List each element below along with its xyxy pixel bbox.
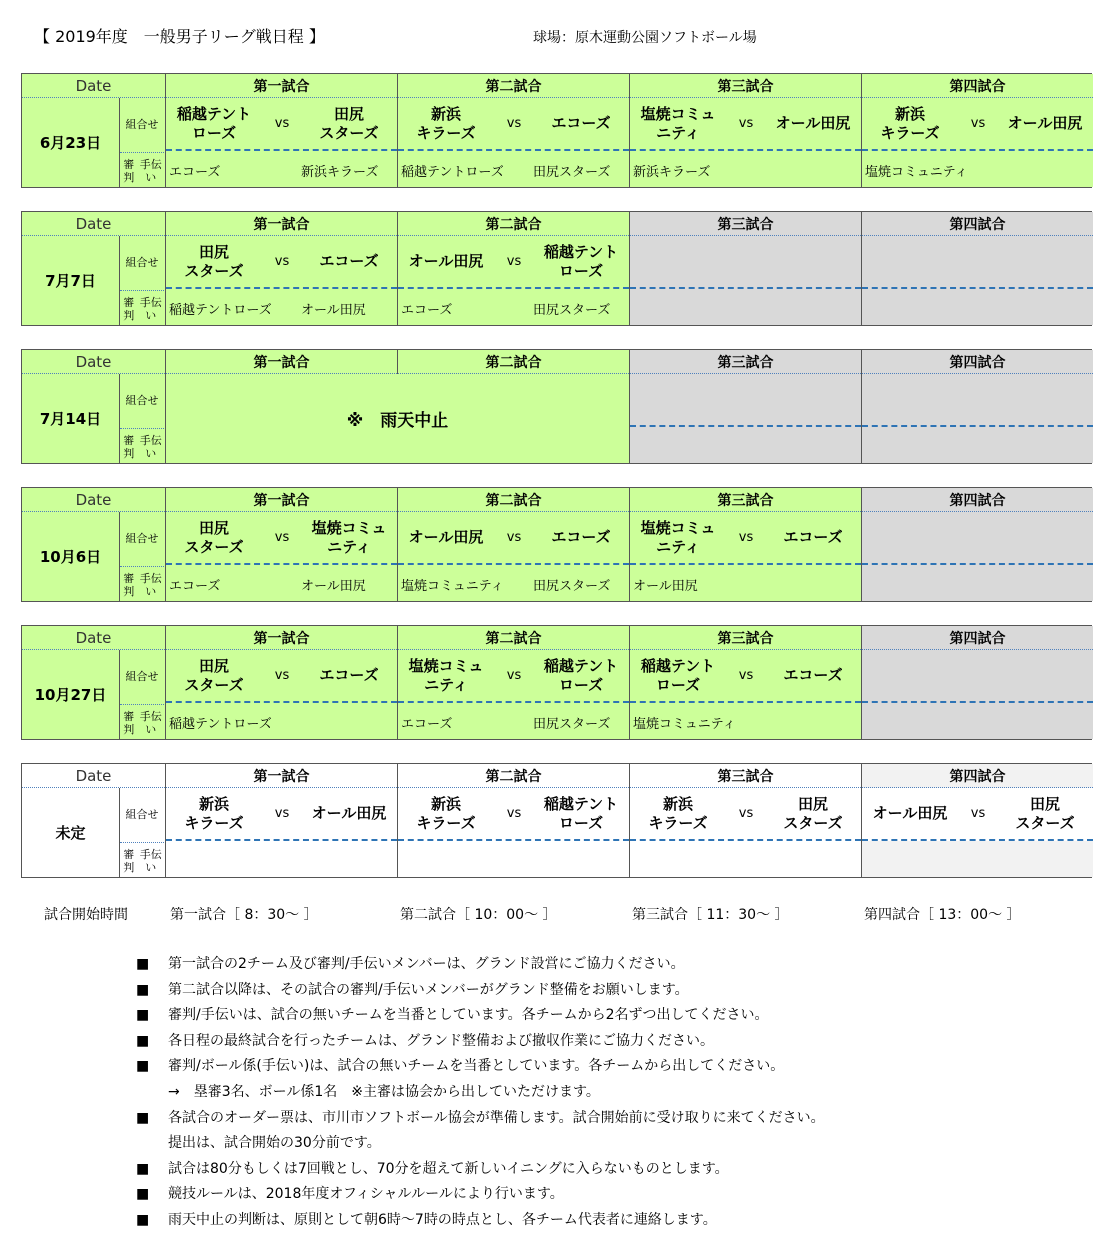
pairing-label: 組合せ — [125, 256, 159, 269]
home-team: オール田尻 — [408, 252, 484, 270]
home-team: 田尻 スターズ — [184, 518, 244, 556]
home-team: 塩焼コミュ ニティ — [640, 104, 716, 142]
note-text: 審判/ボール係(手伝い)は、試合の無いチームを当番としています。各チームから出してください。 — [168, 1058, 785, 1075]
game-cell — [398, 98, 629, 187]
away-team: エコーズ — [319, 666, 379, 684]
away-team: エコーズ — [783, 666, 843, 684]
rain-cancel-notice: ※ 雨天中止 — [346, 411, 449, 431]
game-header-4: 第四試合 — [862, 212, 1093, 236]
referee-team-1: 塩焼コミュニティ — [401, 578, 504, 594]
referee-team-2: 田尻スターズ — [533, 164, 611, 180]
match-pairing — [862, 374, 1093, 427]
vs-label: vs — [274, 530, 290, 545]
home-team: 塩焼コミュ ニティ — [640, 518, 716, 556]
game-cell — [398, 512, 629, 601]
game-cell — [862, 98, 1093, 187]
game-header-2: 第二試合 — [398, 212, 629, 236]
match-pairing — [630, 788, 861, 841]
match-pairing — [862, 788, 1093, 841]
referee-label — [120, 704, 164, 740]
note-bullet: ■ — [136, 1186, 150, 1203]
game-header-3: 第三試合 — [630, 350, 861, 374]
game-cell — [166, 650, 397, 739]
match-pairing — [630, 236, 861, 289]
game-header-3: 第三試合 — [630, 764, 861, 788]
home-team: オール田尻 — [872, 804, 948, 822]
column-divider — [165, 488, 166, 601]
column-divider — [629, 764, 630, 877]
note-text: 審判/手伝いは、試合の無いチームを当番としています。各チームから2名ずつ出してください。 — [168, 1007, 769, 1024]
note-bullet: ■ — [136, 1007, 150, 1024]
vs-label: vs — [506, 530, 522, 545]
note-item — [136, 1029, 825, 1055]
referee-team-1: 新浜キラーズ — [633, 164, 711, 180]
vs-label: vs — [274, 806, 290, 821]
home-team: 新浜 キラーズ — [648, 794, 708, 832]
note-bullet: ■ — [136, 1109, 150, 1126]
referee-label-line1: 審判 — [123, 157, 135, 184]
match-pairing — [166, 236, 397, 289]
game-header-4: 第四試合 — [862, 350, 1093, 374]
game-header-1: 第一試合 — [166, 74, 397, 98]
note-text: 競技ルールは、2018年度オフィシャルルールにより行います。 — [168, 1186, 564, 1203]
pairing-label: 組合せ — [125, 670, 159, 683]
match-pairing — [862, 236, 1093, 289]
referee-label-line1: 審判 — [123, 295, 135, 322]
column-divider — [165, 212, 166, 325]
vs-label: vs — [738, 806, 754, 821]
referee-team-2: オール田尻 — [301, 578, 366, 594]
vs-label: vs — [274, 254, 290, 269]
column-divider — [119, 98, 120, 187]
vs-label: vs — [738, 530, 754, 545]
note-item — [136, 1080, 825, 1106]
game-header-1: 第一試合 — [166, 764, 397, 788]
away-team: 田尻 スターズ — [1015, 794, 1075, 832]
home-team: 新浜 キラーズ — [416, 794, 476, 832]
note-text: 雨天中止の判断は、原則として朝6時～7時の時点とし、各チーム代表者に連絡します。 — [168, 1211, 717, 1228]
column-divider — [861, 212, 862, 325]
game-header-3: 第三試合 — [630, 212, 861, 236]
note-item — [136, 1131, 825, 1157]
match-date: 10月6日 — [39, 548, 102, 566]
game-header-4: 第四試合 — [862, 488, 1093, 512]
pairing-label: 組合せ — [125, 118, 159, 131]
game-header-4: 第四試合 — [862, 764, 1093, 788]
game-cell — [398, 788, 629, 877]
column-divider — [629, 74, 630, 187]
vs-label: vs — [970, 806, 986, 821]
column-divider — [165, 74, 166, 187]
referee-label — [120, 152, 164, 188]
away-team: オール田尻 — [1007, 114, 1083, 132]
note-text: 提出は、試合開始の30分前です。 — [168, 1135, 381, 1152]
column-divider — [861, 74, 862, 187]
game-header-4: 第四試合 — [862, 74, 1093, 98]
referee-team-1: 稲越テントローズ — [169, 302, 272, 318]
away-team: オール田尻 — [775, 114, 851, 132]
note-item — [136, 1106, 825, 1132]
vs-label: vs — [506, 668, 522, 683]
note-text: 第一試合の2チーム及び審判/手伝いメンバーは、グランド設営にご協力ください。 — [168, 956, 685, 972]
note-bullet: ■ — [136, 1058, 150, 1075]
start-times-label: 試合開始時間 — [44, 907, 128, 923]
game-header-3: 第三試合 — [630, 74, 861, 98]
column-divider — [629, 212, 630, 325]
note-bullet: ■ — [136, 1160, 150, 1177]
column-divider — [119, 512, 120, 601]
referee-label — [120, 290, 164, 326]
note-bullet: ■ — [136, 1211, 150, 1228]
home-team: 新浜 キラーズ — [880, 104, 940, 142]
match-pairing — [630, 650, 861, 703]
match-pairing — [166, 98, 397, 151]
away-team: 稲越テント ローズ — [543, 656, 619, 694]
match-pairing — [862, 512, 1093, 565]
match-pairing — [398, 650, 629, 703]
home-team: 田尻 スターズ — [184, 242, 244, 280]
referee-label-line2: 手伝い — [139, 157, 162, 184]
match-date: 7月7日 — [45, 272, 96, 290]
home-team: 塩焼コミュ ニティ — [408, 656, 484, 694]
venue-label: 球場：原木運動公園ソフトボール場 — [533, 30, 757, 46]
game-cell — [630, 650, 861, 739]
game-header-1: 第一試合 — [166, 488, 397, 512]
referee-label-line2: 手伝い — [139, 847, 162, 874]
match-pairing — [166, 650, 397, 703]
away-team: エコーズ — [551, 114, 611, 132]
away-team: 稲越テント ローズ — [543, 794, 619, 832]
notes-list — [136, 952, 825, 1234]
away-team: エコーズ — [783, 528, 843, 546]
away-team: オール田尻 — [311, 804, 387, 822]
column-divider — [397, 212, 398, 325]
column-divider — [629, 350, 630, 463]
referee-team-1: エコーズ — [401, 716, 453, 732]
referee-label-line1: 審判 — [123, 571, 135, 598]
referee-team-1: エコーズ — [169, 164, 221, 180]
referee-team-1: オール田尻 — [633, 578, 698, 594]
vs-label: vs — [970, 116, 986, 131]
match-pairing — [398, 788, 629, 841]
note-text: 各試合のオーダー票は、市川市ソフトボール協会が準備します。試合開始前に受け取りに来てください。 — [168, 1109, 825, 1126]
schedule-block — [21, 625, 1092, 740]
game-cell — [862, 512, 1093, 601]
vs-label: vs — [274, 116, 290, 131]
note-text: 試合は80分もしくは7回戦とし、70分を超えて新しいイニングに入らないものとします。 — [168, 1160, 729, 1177]
match-date: 10月27日 — [34, 686, 107, 704]
column-divider — [397, 350, 398, 374]
away-team: 田尻 スターズ — [319, 104, 379, 142]
pairing-label: 組合せ — [125, 532, 159, 545]
note-text: → 塁審3名、ボール係1名 ※主審は協会から出していただけます。 — [168, 1083, 600, 1100]
match-pairing — [398, 98, 629, 151]
game-header-2: 第二試合 — [398, 74, 629, 98]
referee-team-1: 稲越テントローズ — [401, 164, 504, 180]
start-time-game-1: 第一試合［ 8：30～ ］ — [170, 907, 318, 923]
column-divider — [119, 650, 120, 739]
schedule-block — [21, 211, 1092, 326]
referee-label-line2: 手伝い — [139, 295, 162, 322]
referee-team-2: 田尻スターズ — [533, 578, 611, 594]
referee-label — [120, 566, 164, 602]
column-divider — [861, 764, 862, 877]
referee-team-1: 塩焼コミュニティ — [865, 164, 968, 180]
game-cell — [630, 236, 861, 325]
referee-team-1: エコーズ — [169, 578, 221, 594]
note-item — [136, 1054, 825, 1080]
note-item — [136, 1003, 825, 1029]
game-header-1: 第一試合 — [166, 350, 397, 374]
home-team: 新浜 キラーズ — [184, 794, 244, 832]
game-cell — [630, 788, 861, 877]
game-header-2: 第二試合 — [398, 488, 629, 512]
column-divider — [119, 374, 120, 463]
date-header: Date — [22, 212, 165, 236]
schedule-block — [21, 763, 1092, 878]
referee-label-line1: 審判 — [123, 847, 135, 874]
game-cell — [862, 650, 1093, 739]
start-time-game-2: 第二試合［ 10：00～ ］ — [400, 907, 557, 923]
column-divider — [119, 236, 120, 325]
home-team: 新浜 キラーズ — [416, 104, 476, 142]
game-cell — [398, 650, 629, 739]
referee-label-line2: 手伝い — [139, 709, 162, 736]
away-team: 塩焼コミュ ニティ — [311, 518, 387, 556]
note-text: 各日程の最終試合を行ったチームは、グランド整備および撤収作業にご協力ください。 — [168, 1032, 714, 1049]
match-pairing — [166, 788, 397, 841]
column-divider — [397, 626, 398, 739]
game-header-2: 第二試合 — [398, 626, 629, 650]
note-item — [136, 952, 825, 978]
match-pairing — [862, 650, 1093, 703]
referee-team-2: 田尻スターズ — [533, 716, 611, 732]
referee-team-2: 新浜キラーズ — [301, 164, 379, 180]
game-header-4: 第四試合 — [862, 626, 1093, 650]
schedule-block — [21, 487, 1092, 602]
referee-team-1: エコーズ — [401, 302, 453, 318]
vs-label: vs — [506, 806, 522, 821]
date-header: Date — [22, 74, 165, 98]
match-pairing — [166, 512, 397, 565]
game-cell — [862, 374, 1093, 463]
game-header-2: 第二試合 — [398, 764, 629, 788]
match-date: 6月23日 — [39, 134, 102, 152]
vs-label: vs — [506, 254, 522, 269]
column-divider — [861, 350, 862, 463]
note-item — [136, 1208, 825, 1234]
page-title: 【 2019年度 一般男子リーグ戦日程 】 — [34, 27, 325, 46]
match-pairing — [398, 236, 629, 289]
column-divider — [397, 488, 398, 601]
note-item — [136, 1182, 825, 1208]
game-cell — [630, 512, 861, 601]
note-bullet: ■ — [136, 1032, 150, 1049]
date-header: Date — [22, 764, 165, 788]
match-date: 7月14日 — [39, 410, 102, 428]
referee-label — [120, 428, 164, 464]
game-header-3: 第三試合 — [630, 488, 861, 512]
game-cell — [166, 788, 397, 877]
game-cell — [862, 236, 1093, 325]
referee-team-2: オール田尻 — [301, 302, 366, 318]
match-pairing — [630, 374, 861, 427]
date-header: Date — [22, 488, 165, 512]
note-bullet: ■ — [136, 981, 150, 998]
pairing-label: 組合せ — [125, 394, 159, 407]
referee-label-line1: 審判 — [123, 709, 135, 736]
column-divider — [165, 764, 166, 877]
note-item — [136, 1157, 825, 1183]
column-divider — [861, 488, 862, 601]
home-team: 稲越テント ローズ — [640, 656, 716, 694]
away-team: 田尻 スターズ — [783, 794, 843, 832]
vs-label: vs — [738, 668, 754, 683]
game-cell — [166, 512, 397, 601]
vs-label: vs — [738, 116, 754, 131]
away-team: エコーズ — [319, 252, 379, 270]
column-divider — [397, 764, 398, 877]
referee-label — [120, 842, 164, 878]
referee-label-line2: 手伝い — [139, 571, 162, 598]
referee-team-1: 稲越テントローズ — [169, 716, 272, 732]
referee-team-2: 田尻スターズ — [533, 302, 611, 318]
match-pairing — [630, 512, 861, 565]
referee-label-line2: 手伝い — [139, 433, 162, 460]
referee-area — [862, 841, 1093, 877]
column-divider — [629, 488, 630, 601]
date-header: Date — [22, 350, 165, 374]
away-team: エコーズ — [551, 528, 611, 546]
game-header-2: 第二試合 — [398, 350, 629, 374]
match-pairing — [630, 98, 861, 151]
referee-label-line1: 審判 — [123, 433, 135, 460]
vs-label: vs — [274, 668, 290, 683]
home-team: 田尻 スターズ — [184, 656, 244, 694]
match-pairing — [862, 98, 1093, 151]
game-cell — [630, 98, 861, 187]
home-team: オール田尻 — [408, 528, 484, 546]
start-time-game-4: 第四試合［ 13：00～ ］ — [864, 907, 1021, 923]
note-bullet: ■ — [136, 956, 150, 972]
vs-label: vs — [506, 116, 522, 131]
pairing-label: 組合せ — [125, 808, 159, 821]
game-header-1: 第一試合 — [166, 212, 397, 236]
match-date: 未定 — [55, 824, 86, 842]
column-divider — [629, 626, 630, 739]
column-divider — [861, 626, 862, 739]
date-header: Date — [22, 626, 165, 650]
column-divider — [397, 74, 398, 187]
home-team: 稲越テント ローズ — [176, 104, 252, 142]
game-cell — [166, 236, 397, 325]
referee-team-1: 塩焼コミュニティ — [633, 716, 736, 732]
start-time-game-3: 第三試合［ 11：30～ ］ — [632, 907, 789, 923]
column-divider — [119, 788, 120, 877]
game-header-1: 第一試合 — [166, 626, 397, 650]
note-text: 第二試合以降は、その試合の審判/手伝いメンバーがグランド整備をお願いします。 — [168, 981, 689, 998]
game-cell — [630, 374, 861, 463]
game-header-3: 第三試合 — [630, 626, 861, 650]
away-team: 稲越テント ローズ — [543, 242, 619, 280]
game-cell — [398, 236, 629, 325]
game-cell — [862, 788, 1093, 877]
schedule-block — [21, 73, 1092, 188]
note-item — [136, 978, 825, 1004]
schedule-block — [21, 349, 1092, 464]
game-cell — [166, 98, 397, 187]
column-divider — [165, 626, 166, 739]
match-pairing — [398, 512, 629, 565]
column-divider — [165, 350, 166, 463]
